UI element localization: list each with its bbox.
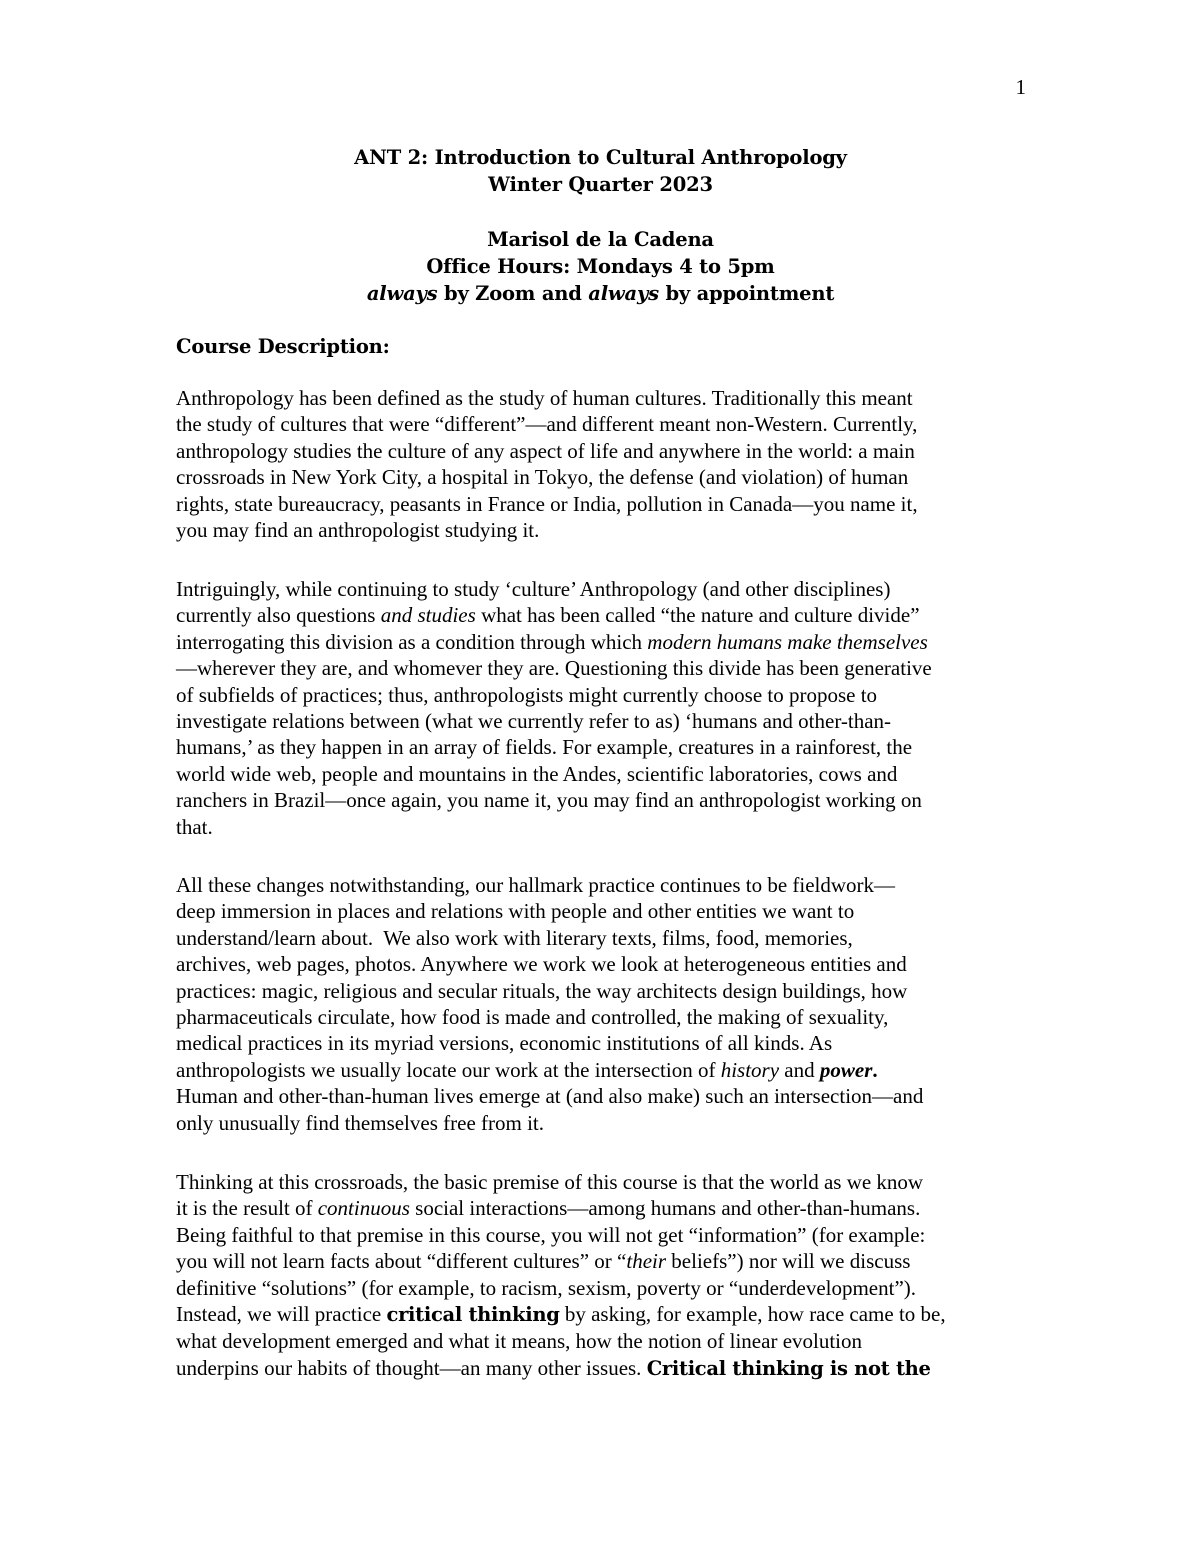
paragraph-4-line bbox=[176, 1355, 1028, 1382]
page-number: 1 bbox=[1015, 75, 1026, 99]
paragraph-3-line: medical practices in its myriad versions, economic institutions of all kinds. As bbox=[176, 1031, 833, 1056]
paragraph-2-line bbox=[176, 629, 1028, 655]
text-run: currently also questions bbox=[176, 603, 381, 628]
course-title: ANT 2: Introduction to Cultural Anthropology bbox=[354, 146, 847, 169]
bold-italic-run: power bbox=[819, 1057, 873, 1082]
paragraph-1-line: you may find an anthropologist studying it. bbox=[176, 518, 540, 543]
text-run: and bbox=[779, 1057, 820, 1082]
text-run: you will not learn facts about “different cultures” or “ bbox=[176, 1249, 627, 1274]
text-run: social interactions—among humans and other-than-humans. bbox=[409, 1196, 921, 1221]
italic-run: their bbox=[626, 1249, 667, 1274]
text-run: interrogating this division as a condition through which bbox=[176, 629, 648, 654]
availability-text-2: by appointment bbox=[658, 282, 835, 305]
paragraph-3-line: All these changes notwithstanding, our hallmark practice continues to be fieldwork— bbox=[176, 873, 896, 897]
availability bbox=[176, 280, 1025, 307]
paragraph-2 bbox=[176, 576, 1028, 840]
availability-emphasis-2: always bbox=[588, 282, 659, 305]
paragraph-1-line: Anthropology has been defined as the study of human cultures. Traditionally this meant bbox=[176, 386, 913, 410]
availability-text-1: by Zoom and bbox=[437, 282, 589, 305]
paragraph-2-line bbox=[176, 602, 1028, 628]
text-run: by asking, for example, how race came to be, bbox=[559, 1302, 946, 1327]
text-run: what has been called “the nature and culture divide” bbox=[475, 603, 920, 628]
paragraph-4-line: Thinking at this crossroads, the basic premise of this course is that the world as we know bbox=[176, 1170, 924, 1194]
paragraph-4-line: Being faithful to that premise in this course, you will not get “information” (for example: bbox=[176, 1222, 926, 1247]
bold-run: critical thinking bbox=[386, 1303, 560, 1327]
office-hours: Office Hours: Mondays 4 to 5pm bbox=[426, 255, 775, 278]
paragraph-3-line: deep immersion in places and relations with people and other entities we want to bbox=[176, 899, 855, 924]
paragraph-1-line: crossroads in New York City, a hospital in Tokyo, the defense (and violation) of human bbox=[176, 465, 909, 490]
paragraph-3-line: archives, web pages, photos. Anywhere we work we look at heterogeneous entities and bbox=[176, 952, 907, 977]
document-header bbox=[176, 144, 1025, 307]
italic-run: history bbox=[720, 1057, 780, 1082]
paragraph-3-line: only unusually find themselves free from it. bbox=[176, 1110, 545, 1135]
header-spacer bbox=[176, 198, 1025, 226]
paragraph-3-line: pharmaceuticals circulate, how food is made and controlled, the making of sexuality, bbox=[176, 1005, 889, 1030]
paragraph-1-line: rights, state bureaucracy, peasants in France or India, pollution in Canada—you name it, bbox=[176, 491, 918, 516]
availability-emphasis-1: always bbox=[366, 282, 438, 305]
text-run: beliefs”) nor will we discuss bbox=[666, 1249, 911, 1274]
italic-run: continuous bbox=[317, 1196, 410, 1221]
term: Winter Quarter 2023 bbox=[488, 173, 713, 196]
paragraph-2-line: of subfields of practices; thus, anthropologists might currently choose to propose to bbox=[176, 682, 878, 707]
paragraph-4-line: what development emerged and what it means, how the notion of linear evolution bbox=[176, 1329, 863, 1354]
text-run: Instead, we will practice bbox=[176, 1302, 387, 1327]
paragraph-1-line: the study of cultures that were “different”—and different meant non-Western. Currently, bbox=[176, 412, 918, 437]
text-run: underpins our habits of thought—an many other issues. bbox=[176, 1355, 647, 1380]
bold-run: Critical thinking is not the bbox=[646, 1356, 931, 1380]
paragraph-2-line: ranchers in Brazil—once again, you name it, you may find an anthropologist working on bbox=[176, 788, 922, 813]
instructor-name: Marisol de la Cadena bbox=[487, 228, 714, 251]
paragraph-1-line: anthropology studies the culture of any aspect of life and anywhere in the world: a main bbox=[176, 438, 915, 463]
paragraph-3-line: Human and other-than-human lives emerge at (and also make) such an intersection—and bbox=[176, 1084, 924, 1109]
text-run: it is the result of bbox=[176, 1196, 318, 1221]
paragraph-2-line: —wherever they are, and whomever they are. Questioning this divide has been generative bbox=[176, 656, 932, 681]
paragraph-2-line: Intriguingly, while continuing to study ‘culture’ Anthropology (and other disciplines) bbox=[176, 577, 891, 601]
paragraph-2-line: investigate relations between (what we currently refer to as) ‘humans and other-than- bbox=[176, 709, 892, 734]
paragraph-2-line: that. bbox=[176, 814, 213, 839]
paragraph-3-line: understand/learn about. We also work with literary texts, films, food, memories, bbox=[176, 925, 853, 950]
paragraph-4-line bbox=[176, 1301, 1028, 1328]
paragraph-3-line: practices: magic, religious and secular rituals, the way architects design buildings, how bbox=[176, 978, 908, 1003]
paragraph-4-line: definitive “solutions” (for example, to racism, sexism, poverty or “underdevelopment”). bbox=[176, 1275, 917, 1300]
paragraph-2-line: world wide web, people and mountains in the Andes, scientific laboratories, cows and bbox=[176, 761, 898, 786]
italic-run: modern humans make themselves bbox=[647, 629, 928, 654]
paragraph-4 bbox=[176, 1169, 1028, 1382]
section-heading: Course Description: bbox=[176, 335, 390, 358]
text-run: . bbox=[872, 1057, 878, 1082]
paragraph-4-line bbox=[176, 1195, 1028, 1221]
paragraph-3 bbox=[176, 872, 1028, 1136]
paragraph-3-line bbox=[176, 1057, 1028, 1083]
paragraph-1 bbox=[176, 385, 1028, 543]
italic-run: and studies bbox=[380, 603, 476, 628]
text-run: anthropologists we usually locate our work at the intersection of bbox=[176, 1057, 721, 1082]
paragraph-4-line bbox=[176, 1248, 1028, 1274]
paragraph-2-line: humans,’ as they happen in an array of fields. For example, creatures in a rainforest, the bbox=[176, 735, 913, 760]
